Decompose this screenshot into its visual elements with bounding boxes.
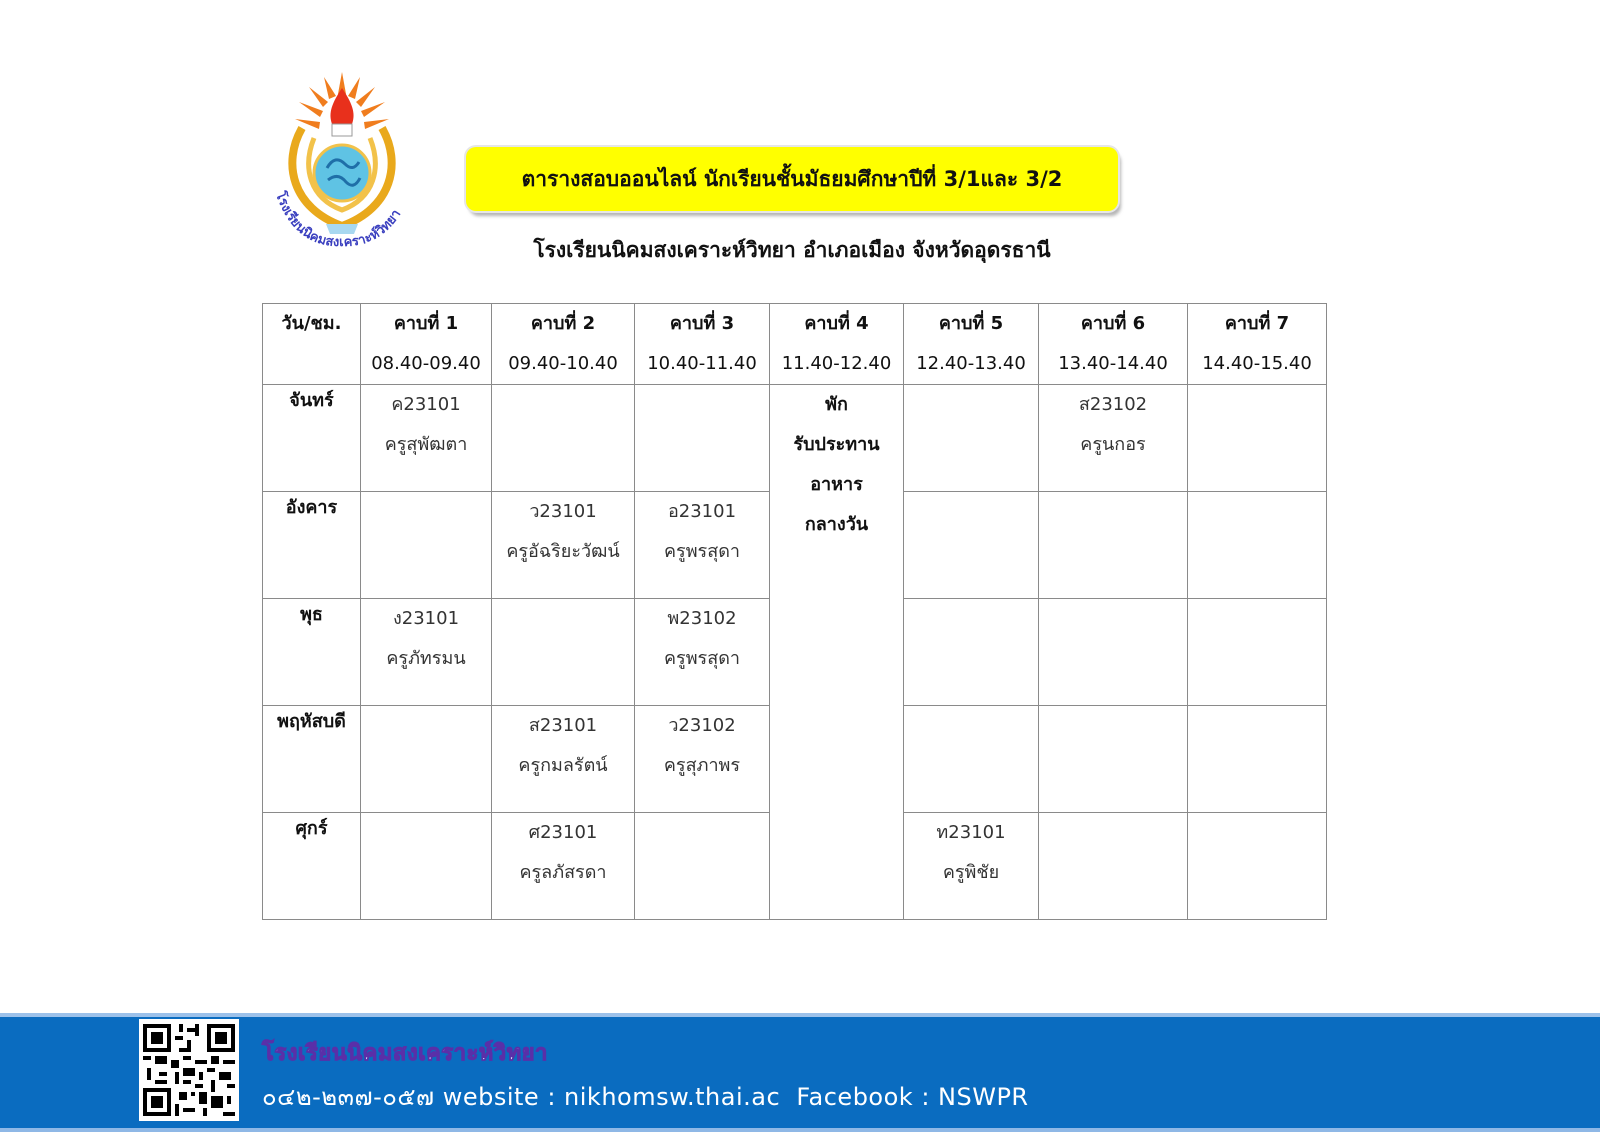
- school-logo: [262, 68, 422, 258]
- teacher-name: [1188, 853, 1326, 893]
- teacher-name: ครูอัฉริยะวัฒน์: [506, 541, 620, 562]
- qr-code-graphic: [139, 1019, 239, 1121]
- period-header: [361, 304, 492, 385]
- period-header: [770, 304, 904, 385]
- schedule-cell: [361, 706, 492, 813]
- subject-code: [904, 385, 1038, 425]
- period-header: [1039, 304, 1188, 385]
- schedule-cell: [904, 492, 1039, 599]
- period-time: 11.40-12.40: [781, 353, 892, 374]
- teacher-name: [1039, 746, 1187, 786]
- period-label: คาบที่ 7: [1224, 313, 1290, 334]
- subject-code: [904, 492, 1038, 532]
- subject-code: ว23101: [529, 501, 597, 522]
- schedule-cell: [1188, 385, 1327, 492]
- schedule-cell: [1039, 813, 1188, 920]
- schedule-cell: [1039, 385, 1188, 492]
- teacher-name: ครูนกอร: [1080, 434, 1146, 455]
- svg-text:โรงเรียนนิคมสงเคราะห์วิทยา: โรงเรียนนิคมสงเคราะห์วิทยา: [272, 189, 405, 251]
- teacher-name: [1188, 425, 1326, 465]
- period-label: คาบที่ 3: [669, 313, 735, 334]
- schedule-cell: [1188, 599, 1327, 706]
- subject-code: [1188, 813, 1326, 853]
- page-title: ตารางสอบออนไลน์ นักเรียนชั้นมัธยมศึกษาปีที่ 3/1และ 3/2: [466, 147, 1118, 211]
- subject-code: ท23101: [936, 822, 1006, 843]
- period-label: คาบที่ 1: [393, 313, 459, 334]
- subject-code: [1039, 599, 1187, 639]
- teacher-name: [1039, 853, 1187, 893]
- period-label: คาบที่ 2: [530, 313, 596, 334]
- lunch-break-cell: [770, 385, 904, 920]
- teacher-name: [361, 746, 491, 786]
- subject-code: ส23101: [528, 715, 598, 736]
- schedule-cell: [1188, 813, 1327, 920]
- schedule-cell: [1039, 492, 1188, 599]
- subject-code: พ23102: [667, 608, 737, 629]
- subject-code: ง23101: [392, 608, 460, 629]
- schedule-cell: [635, 385, 770, 492]
- subject-code: [1188, 706, 1326, 746]
- teacher-name: [1039, 532, 1187, 572]
- table-row: [263, 385, 1327, 492]
- break-line: อาหาร: [810, 474, 863, 495]
- teacher-name: [492, 639, 634, 679]
- subject-code: [635, 385, 769, 425]
- teacher-name: [904, 532, 1038, 572]
- teacher-name: [1188, 746, 1326, 786]
- schedule-cell: [1188, 706, 1327, 813]
- schedule-cell: [361, 599, 492, 706]
- teacher-name: [1188, 639, 1326, 679]
- teacher-name: [492, 425, 634, 465]
- subject-code: [492, 599, 634, 639]
- schedule-cell: [904, 599, 1039, 706]
- teacher-name: ครูกมลรัตน์: [518, 755, 608, 776]
- day-label: จันทร์: [263, 385, 361, 492]
- qr-code-icon[interactable]: [139, 1019, 239, 1121]
- teacher-name: ครูพรสุดา: [663, 541, 741, 562]
- schedule-cell: [1039, 599, 1188, 706]
- day-label: พฤหัสบดี: [263, 706, 361, 813]
- period-header: [1188, 304, 1327, 385]
- subject-code: ว23102: [668, 715, 736, 736]
- period-time: 09.40-10.40: [508, 353, 618, 374]
- break-line: กลางวัน: [804, 514, 869, 535]
- schedule-cell: [635, 813, 770, 920]
- teacher-name: ครูลภัสรดา: [519, 862, 607, 883]
- schedule-cell: [492, 385, 635, 492]
- schedule-cell: [635, 492, 770, 599]
- teacher-name: [904, 639, 1038, 679]
- period-time: 08.40-09.40: [371, 353, 481, 374]
- schedule-cell: [904, 385, 1039, 492]
- subject-code: [1039, 813, 1187, 853]
- subject-code: [1039, 492, 1187, 532]
- period-label: คาบที่ 4: [804, 313, 869, 334]
- schedule-cell: [492, 492, 635, 599]
- period-time: 12.40-13.40: [916, 353, 1026, 374]
- period-header: [492, 304, 635, 385]
- break-line: พัก: [825, 394, 848, 415]
- teacher-name: ครูสุภาพร: [663, 755, 741, 776]
- subject-code: ส23102: [1078, 394, 1148, 415]
- teacher-name: [904, 746, 1038, 786]
- subject-code: [1188, 492, 1326, 532]
- day-label: ศุกร์: [263, 813, 361, 920]
- subject-code: [1039, 706, 1187, 746]
- period-time: 14.40-15.40: [1202, 353, 1312, 374]
- schedule-cell: [904, 706, 1039, 813]
- schedule-cell: [361, 492, 492, 599]
- teacher-name: [361, 853, 491, 893]
- corner-header: วัน/ชม.: [263, 304, 361, 385]
- teacher-name: ครูพิชัย: [942, 862, 1000, 883]
- footer-contact-info: ๐๔๒-๒๓๗-๐๕๗ website : nikhomsw.thai.ac Facebook : NSWPR: [262, 1083, 1029, 1111]
- exam-schedule-table: [262, 303, 1327, 920]
- subject-code: อ23101: [667, 501, 737, 522]
- page-subtitle: โรงเรียนนิคมสงเคราะห์วิทยา อำเภอเมือง จังหวัดอุดรธานี: [533, 238, 1051, 262]
- period-label: คาบที่ 5: [938, 313, 1004, 334]
- teacher-name: ครูภัทรมน: [386, 648, 466, 669]
- schedule-cell: [1188, 492, 1327, 599]
- teacher-name: [904, 425, 1038, 465]
- subject-code: [492, 385, 634, 425]
- schedule-cell: [904, 813, 1039, 920]
- subject-code: [904, 599, 1038, 639]
- schedule-cell: [492, 706, 635, 813]
- schedule-cell: [361, 385, 492, 492]
- schedule-cell: [635, 599, 770, 706]
- subject-code: [904, 706, 1038, 746]
- teacher-name: [361, 532, 491, 572]
- subject-code: [361, 492, 491, 532]
- subject-code: [361, 813, 491, 853]
- schedule-cell: [1039, 706, 1188, 813]
- teacher-name: [635, 853, 769, 893]
- schedule-cell: [492, 599, 635, 706]
- schedule-cell: [361, 813, 492, 920]
- period-time: 10.40-11.40: [647, 353, 757, 374]
- teacher-name: ครูสุพัฒตา: [384, 434, 468, 455]
- day-label: พุธ: [263, 599, 361, 706]
- subject-code: ค23101: [391, 394, 461, 415]
- teacher-name: ครูพรสุดา: [663, 648, 741, 669]
- subject-code: [1188, 385, 1326, 425]
- subject-code: [635, 813, 769, 853]
- teacher-name: [1039, 639, 1187, 679]
- schedule-cell: [635, 706, 770, 813]
- subject-code: [1188, 599, 1326, 639]
- schedule-cell: [492, 813, 635, 920]
- period-time: 13.40-14.40: [1058, 353, 1168, 374]
- period-header: [904, 304, 1039, 385]
- break-line: รับประทาน: [793, 434, 880, 455]
- teacher-name: [1188, 532, 1326, 572]
- day-label: อังคาร: [263, 492, 361, 599]
- teacher-name: [635, 425, 769, 465]
- subject-code: ศ23101: [528, 822, 598, 843]
- period-header: [635, 304, 770, 385]
- subject-code: [361, 706, 491, 746]
- footer-school-name: โรงเรียนนิคมสงเคราะห์วิทยา: [262, 1041, 548, 1066]
- period-label: คาบที่ 6: [1080, 313, 1146, 334]
- school-emblem-icon: [262, 68, 422, 258]
- table-header-row: [263, 304, 1327, 385]
